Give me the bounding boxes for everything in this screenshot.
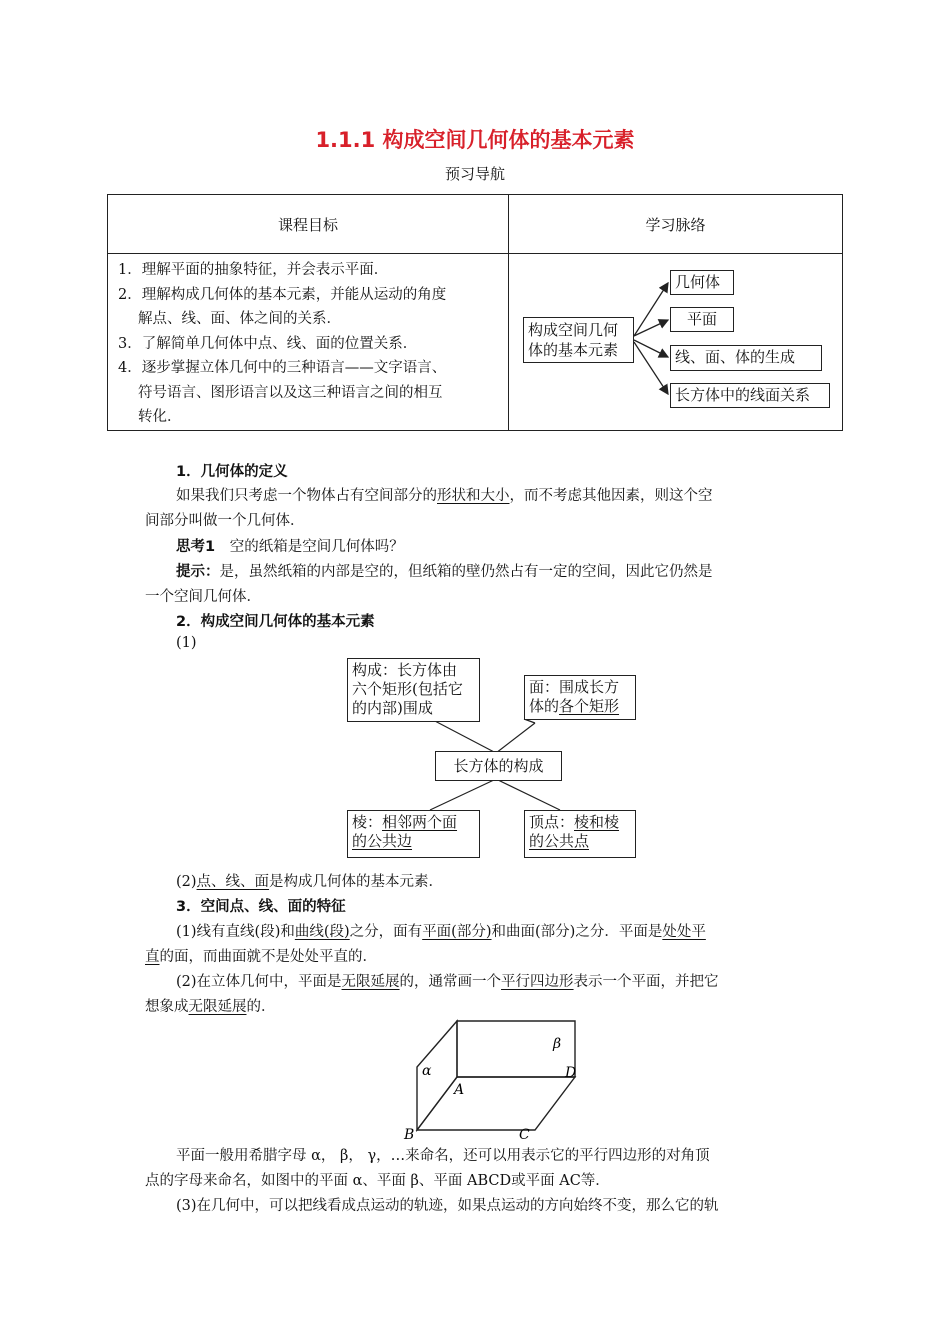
label-beta: β xyxy=(553,1036,562,1052)
box-line xyxy=(352,813,475,832)
page-title: 1.1.1 构成空间几何体的基本元素 xyxy=(315,128,635,152)
label-alpha: α xyxy=(422,1063,432,1079)
branch-cuboid-relations: 长方体中的线面关系 xyxy=(670,383,830,408)
fill-blank-answer: 点、线、面 xyxy=(196,874,270,890)
col-header-context: 学习脉络 xyxy=(509,195,843,254)
branch-plane: 平面 xyxy=(670,307,734,332)
diagram-vertex-box xyxy=(524,810,636,858)
box-line: 六个矩形(包括它 xyxy=(352,680,463,698)
text: (2)在立体几何中，平面是 xyxy=(176,974,342,990)
think-text: 空的纸箱是空间几何体吗？ xyxy=(229,539,404,555)
box-line xyxy=(529,697,631,716)
plane-figure xyxy=(400,1015,590,1145)
section3-heading: 3．空间点、线、面的特征 xyxy=(176,899,346,915)
diagram-composition-box xyxy=(347,658,480,722)
col-header-goals: 课程目标 xyxy=(108,195,509,254)
section3-paragraph4: (3)在几何中，可以把线看成点运动的轨迹，如果点运动的方向始终不变，那么它的轨 xyxy=(176,1198,719,1214)
fill-blank-answer: 直 xyxy=(145,949,160,965)
fill-blank-answer: 的公共边 xyxy=(352,832,413,850)
text: 是构成几何体的基本元素． xyxy=(269,874,444,890)
fill-blank-answer: 各个矩形 xyxy=(559,697,620,715)
box-line xyxy=(529,813,631,832)
think-label: 思考1 xyxy=(176,539,216,555)
section1-heading: 1．几何体的定义 xyxy=(176,464,288,480)
goal-line: 符号语言、图形语言以及这三种语言之间的相互 xyxy=(138,384,443,401)
text: 表示一个平面，并把它 xyxy=(573,974,719,990)
diagram-edge-box xyxy=(347,810,480,858)
section1-paragraph-cont: 间部分叫做一个几何体． xyxy=(145,513,305,529)
text: 之分，面有 xyxy=(349,924,423,940)
label-B: B xyxy=(404,1127,415,1143)
section2-heading: 2．构成空间几何体的基本元素 xyxy=(176,614,375,630)
goal-line: 转化． xyxy=(138,409,182,425)
sub-label: (1) xyxy=(176,635,197,651)
fill-blank-answer: 平行四边形 xyxy=(501,974,574,990)
label-C: C xyxy=(519,1127,530,1143)
section3-paragraph2-cont xyxy=(145,995,276,1016)
diagram-center-box: 长方体的构成 xyxy=(435,751,562,781)
text: ，而不考虑其他因素，则这个空 xyxy=(509,488,713,504)
branch-generation: 线、面、体的生成 xyxy=(670,345,822,371)
fill-blank-answer: 无限延展 xyxy=(341,974,400,990)
section3-paragraph3-cont: 点的字母来命名，如图中的平面 α、平面 β、平面 ABCD或平面 AC等． xyxy=(145,1173,610,1189)
fill-blank-answer: 棱和棱 xyxy=(574,813,620,831)
section3-paragraph2 xyxy=(176,970,719,991)
fill-blank-answer: 无限延展 xyxy=(188,999,247,1015)
text: 的． xyxy=(246,999,276,1015)
fill-blank-answer: 平面(部分) xyxy=(422,924,492,940)
hint-line-cont: 一个空间几何体． xyxy=(145,589,261,605)
label-D: D xyxy=(565,1065,577,1081)
text: 的，通常画一个 xyxy=(399,974,502,990)
text: 想象成 xyxy=(145,999,189,1015)
goal-line: 4．逐步掌握立体几何中的三种语言——文字语言、 xyxy=(118,360,447,376)
fill-blank-answer: 相邻两个面 xyxy=(382,813,458,831)
branch-solid: 几何体 xyxy=(670,270,734,295)
section2-statement xyxy=(176,870,443,891)
hint-label: 提示： xyxy=(176,564,220,580)
text: 如果我们只考虑一个物体占有空间部分的 xyxy=(176,488,437,504)
fill-blank-answer: 形状和大小 xyxy=(437,488,510,504)
root-line: 体的基本元素 xyxy=(528,341,619,359)
label-A: A xyxy=(454,1082,465,1098)
fill-blank-answer: 处处平 xyxy=(662,924,706,940)
goal-line: 3．了解简单几何体中点、线、面的位置关系． xyxy=(118,335,418,352)
text: 体的 xyxy=(529,697,560,715)
box-line: 构成：长方体由 xyxy=(352,661,458,679)
goal-line: 1．理解平面的抽象特征，并会表示平面． xyxy=(118,262,389,278)
text: 棱： xyxy=(352,813,383,831)
text: (2) xyxy=(176,874,197,890)
diagram-face-box xyxy=(524,675,636,720)
page-subtitle: 预习导航 xyxy=(444,165,505,183)
goal-line: 解点、线、面、体之间的关系． xyxy=(138,311,341,327)
plane-abcd-shape xyxy=(417,1077,575,1130)
text: 和曲面(部分)之分．平面是 xyxy=(491,924,663,940)
text: 顶点： xyxy=(529,813,575,831)
text: (1)线有直线(段)和 xyxy=(176,924,295,940)
root-line: 构成空间几何 xyxy=(528,321,619,339)
fill-blank-answer: 曲线(段) xyxy=(294,924,350,940)
section3-paragraph1 xyxy=(176,920,706,941)
text: 的面，而曲面就不是处处平直的． xyxy=(159,949,377,965)
goal-line: 2．理解构成几何体的基本元素，并能从运动的角度 xyxy=(118,286,447,303)
fill-blank-answer: 的公共点 xyxy=(529,832,590,850)
hint-text: 是，虽然纸箱的内部是空的，但纸箱的壁仍然占有一定的空间，因此它仍然是 xyxy=(219,564,713,580)
section3-paragraph1-cont xyxy=(145,945,377,966)
box-line: 面：围成长方 xyxy=(529,678,620,696)
box-line: 的内部)围成 xyxy=(352,699,433,717)
section3-paragraph3: 平面一般用希腊字母 α， β， γ，…来命名，还可以用表示它的平行四边形的对角顶 xyxy=(176,1148,710,1164)
